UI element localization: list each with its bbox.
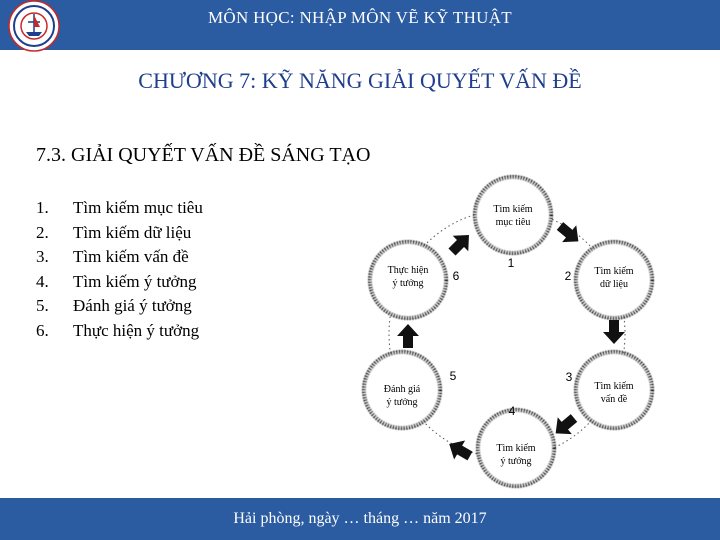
step-text: Tìm kiếm vấn đề [73, 247, 189, 266]
node-number: 6 [452, 269, 460, 283]
step-number: 4. [36, 271, 49, 291]
step-text: Đánh giá ý tưởng [73, 296, 192, 315]
node-seek-idea [478, 404, 554, 486]
list-item [36, 294, 203, 319]
node-label-line: Thực hiện [387, 265, 429, 276]
node-label-line: Tìm kiếm [496, 443, 536, 454]
arrow-down-right-icon [553, 218, 586, 250]
course-title: MÔN HỌC: NHẬP MÔN VẼ KỸ THUẬT [207, 8, 512, 27]
node-label-line: Đánh giá [383, 384, 421, 395]
node-implement-idea [370, 242, 460, 318]
chapter-title: CHƯƠNG 7: KỸ NĂNG GIẢI QUYẾT VẤN ĐỀ [138, 68, 582, 93]
step-number: 5. [36, 296, 49, 315]
node-label-line: Tìm kiếm [594, 266, 634, 277]
node-seek-goal [475, 177, 551, 270]
step-number: 2. [36, 222, 49, 242]
list-item [36, 319, 203, 344]
step-number: 6. [36, 320, 49, 340]
node-seek-problem [566, 352, 652, 428]
list-item [36, 270, 203, 295]
node-label-line: ý tưởng [386, 397, 418, 408]
node-evaluate-idea [364, 352, 457, 428]
list-item [36, 245, 203, 270]
footer-bar [0, 498, 720, 540]
arrow-down-icon [603, 320, 625, 344]
node-number: 2 [564, 269, 572, 283]
list-item [36, 196, 203, 221]
node-number: 5 [449, 369, 457, 383]
steps-list [36, 196, 203, 343]
node-number: 4 [508, 404, 516, 418]
step-number: 1. [36, 198, 49, 217]
creative-cycle-diagram [356, 168, 658, 498]
node-label-line: ý tưởng [392, 278, 424, 289]
arrow-up-left-icon [444, 434, 476, 465]
node-number: 1 [507, 256, 515, 270]
node-label-line: dữ liệu [600, 279, 628, 290]
node-label-line: ý tưởng [500, 456, 532, 467]
node-label-line: Tìm kiếm [493, 204, 533, 215]
step-text: Tìm kiếm dữ liệu [73, 222, 192, 242]
node-label-line: Tìm kiếm [594, 381, 634, 392]
header-bar [0, 0, 720, 50]
step-number: 3. [36, 247, 49, 266]
section-title: 7.3. GIẢI QUYẾT VẤN ĐỀ SÁNG TẠO [36, 144, 371, 166]
node-label-line: vấn đề [600, 394, 628, 405]
step-text: Tìm kiếm ý tưởng [73, 271, 197, 291]
list-item [36, 221, 203, 246]
node-label-line: mục tiêu [495, 217, 531, 228]
arrow-up-right-icon [444, 227, 477, 260]
step-text: Tìm kiếm mục tiêu [73, 198, 203, 217]
footer-date: Hải phòng, ngày … tháng … năm 2017 [233, 510, 487, 527]
node-seek-data [565, 242, 652, 318]
arrow-up-icon [397, 324, 419, 348]
step-text: Thực hiện ý tưởng [73, 320, 200, 340]
node-number: 3 [565, 370, 573, 384]
